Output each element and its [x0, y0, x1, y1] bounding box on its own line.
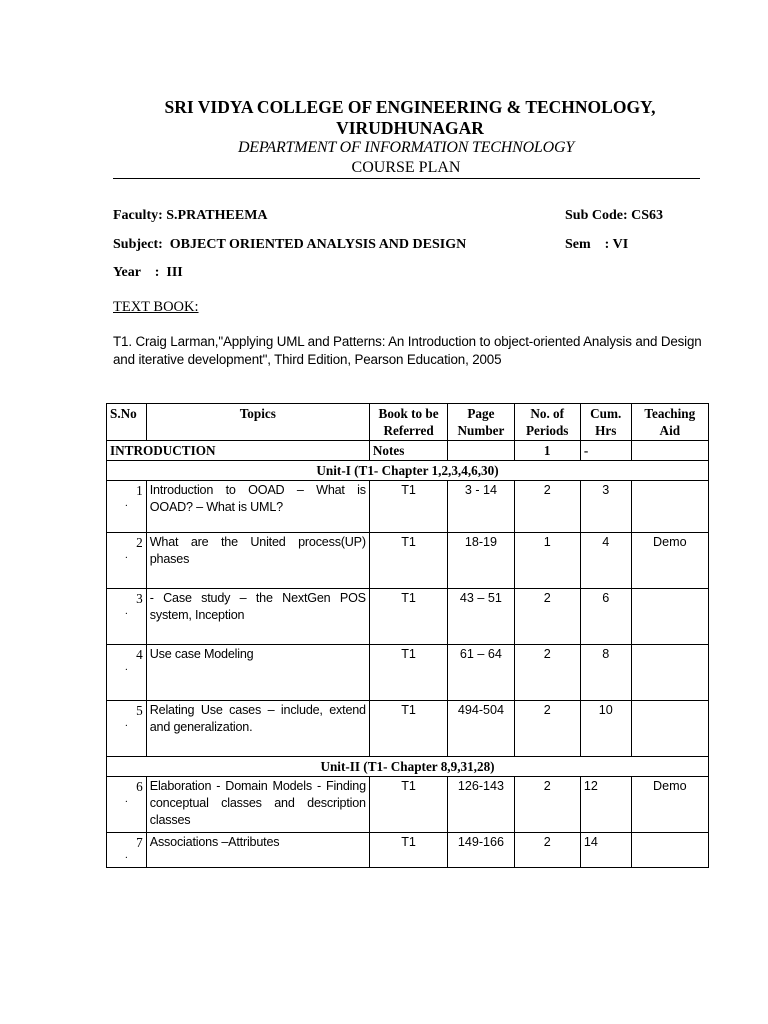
faculty-label: Faculty:: [113, 208, 163, 223]
row-sno-number: 2: [136, 535, 143, 550]
intro-page: [448, 441, 514, 461]
row-aid: Demo: [631, 777, 708, 833]
row-periods: 2: [514, 481, 580, 533]
subject-value: OBJECT ORIENTED ANALYSIS AND DESIGN: [169, 237, 467, 252]
row-sno: [107, 701, 147, 757]
row-cum: 6: [580, 589, 631, 645]
row-sno: [107, 645, 147, 701]
row-sno-dot: .: [125, 606, 128, 617]
subcode-value: CS63: [631, 208, 664, 223]
header-periods: No. of Periods: [514, 404, 580, 441]
row-topic: Introduction to OOAD – What is OOAD? – What is UML?: [146, 481, 369, 533]
row-sno-number: 1: [136, 483, 143, 498]
row-cum: 10: [580, 701, 631, 757]
header-divider: [113, 178, 700, 179]
header-topics: Topics: [146, 404, 369, 441]
faculty-line: [113, 208, 268, 224]
textbook-reference: T1. Craig Larman,"Applying UML and Patterns: An Introduction to object-oriented Analysis and Design and iterative development", Third Edition, Pearson Education, 2005: [113, 334, 702, 367]
row-topic: Use case Modeling: [146, 645, 369, 701]
table-row: [107, 701, 709, 757]
row-periods: 1: [514, 533, 580, 589]
row-page: 43 – 51: [448, 589, 514, 645]
row-topic: Elaboration - Domain Models - Finding conceptual classes and description classes: [146, 777, 369, 833]
header-page: Page Number: [448, 404, 514, 441]
row-periods: 2: [514, 645, 580, 701]
intro-label: INTRODUCTION: [107, 441, 370, 461]
subject-label: Subject:: [113, 237, 163, 252]
row-sno-number: 6: [136, 779, 143, 794]
table-row: [107, 481, 709, 533]
row-sno: [107, 533, 147, 589]
table-row: [107, 589, 709, 645]
row-sno-dot: .: [125, 850, 128, 861]
unit-row: [107, 757, 709, 777]
row-cum: 3: [580, 481, 631, 533]
row-page: 149-166: [448, 833, 514, 868]
table-header-row: [107, 404, 709, 441]
row-aid: [631, 481, 708, 533]
year-line: [113, 265, 183, 281]
sem-label: Sem: [565, 237, 591, 252]
sem-separator: :: [604, 237, 610, 252]
row-sno-dot: .: [125, 550, 128, 561]
row-periods: 2: [514, 833, 580, 868]
intro-book: Notes: [369, 441, 447, 461]
row-cum: 8: [580, 645, 631, 701]
row-sno-number: 7: [136, 835, 143, 850]
row-book: T1: [369, 481, 447, 533]
year-label: Year: [113, 265, 141, 280]
course-plan-table: [106, 403, 709, 868]
college-name-line2: VIRUDHUNAGAR: [336, 118, 484, 138]
row-sno-dot: .: [125, 718, 128, 729]
row-page: 3 - 14: [448, 481, 514, 533]
row-sno-dot: .: [125, 794, 128, 805]
header-cum-hrs: Cum. Hrs: [580, 404, 631, 441]
header-book: Book to be Referred: [369, 404, 447, 441]
header-teaching-aid: Teaching Aid: [631, 404, 708, 441]
header-sno: S.No: [107, 404, 147, 441]
row-aid: Demo: [631, 533, 708, 589]
row-sno-number: 4: [136, 647, 143, 662]
row-book: T1: [369, 645, 447, 701]
college-name-line1: SRI VIDYA COLLEGE OF ENGINEERING & TECHNOLOGY,: [164, 97, 656, 117]
row-page: 126-143: [448, 777, 514, 833]
unit-row: [107, 461, 709, 481]
row-topic: - Case study – the NextGen POS system, Inception: [146, 589, 369, 645]
year-separator: :: [154, 265, 160, 280]
row-aid: [631, 833, 708, 868]
subcode-line: [565, 208, 663, 224]
row-book: T1: [369, 833, 447, 868]
row-periods: 2: [514, 777, 580, 833]
row-cum: 14: [580, 833, 631, 868]
unit-2-heading: Unit-II (T1- Chapter 8,9,31,28): [107, 757, 709, 777]
table-row: [107, 645, 709, 701]
intro-row: [107, 441, 709, 461]
sem-value: VI: [612, 237, 629, 252]
faculty-value: S.PRATHEEMA: [166, 208, 268, 223]
row-cum: 4: [580, 533, 631, 589]
row-book: T1: [369, 533, 447, 589]
row-aid: [631, 701, 708, 757]
row-book: T1: [369, 777, 447, 833]
row-periods: 2: [514, 589, 580, 645]
row-sno-dot: .: [125, 662, 128, 673]
table-row: [107, 777, 709, 833]
row-sno: [107, 833, 147, 868]
unit-1-heading: Unit-I (T1- Chapter 1,2,3,4,6,30): [107, 461, 709, 481]
textbook-heading: TEXT BOOK:: [113, 299, 199, 315]
row-book: T1: [369, 701, 447, 757]
row-page: 18-19: [448, 533, 514, 589]
department-name: DEPARTMENT OF INFORMATION TECHNOLOGY: [237, 139, 575, 156]
row-aid: [631, 589, 708, 645]
intro-cum: -: [580, 441, 631, 461]
subject-line: [113, 237, 466, 253]
row-sno-dot: .: [125, 498, 128, 509]
subcode-label: Sub Code:: [565, 208, 628, 223]
row-sno-number: 3: [136, 591, 143, 606]
intro-periods: 1: [514, 441, 580, 461]
row-page: 61 – 64: [448, 645, 514, 701]
row-topic: Associations –Attributes: [146, 833, 369, 868]
row-book: T1: [369, 589, 447, 645]
row-sno: [107, 777, 147, 833]
row-periods: 2: [514, 701, 580, 757]
table-row: [107, 833, 709, 868]
table-row: [107, 533, 709, 589]
year-value: III: [166, 265, 183, 280]
row-page: 494-504: [448, 701, 514, 757]
row-sno: [107, 589, 147, 645]
sem-line: [565, 237, 628, 253]
row-cum: 12: [580, 777, 631, 833]
row-topic: Relating Use cases – include, extend and generalization.: [146, 701, 369, 757]
row-sno-number: 5: [136, 703, 143, 718]
intro-aid: [631, 441, 708, 461]
college-name: [0, 97, 768, 139]
row-aid: [631, 645, 708, 701]
row-topic: What are the United process(UP) phases: [146, 533, 369, 589]
page-title: COURSE PLAN: [351, 159, 461, 176]
row-sno: [107, 481, 147, 533]
